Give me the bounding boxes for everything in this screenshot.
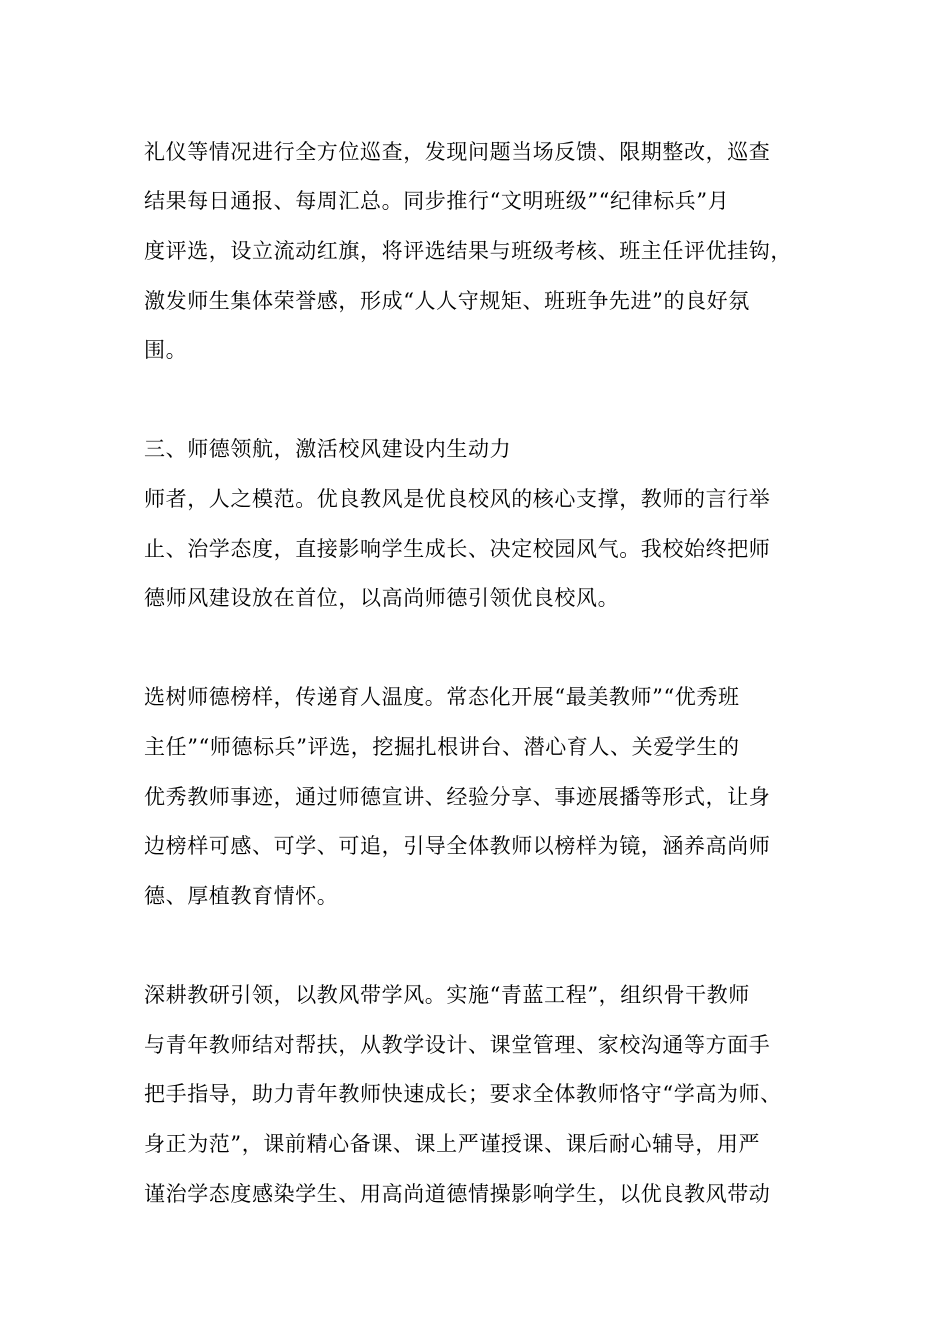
paragraph-4-line-3: 把手指导，助力青年教师快速成长；要求全体教师恪守“学高为师、 <box>144 1082 782 1106</box>
paragraph-2-line-1: 师者，人之模范。优良教风是优良校风的核心支撑，教师的言行举 <box>144 487 771 511</box>
paragraph-3-line-1: 选树师德榜样，传递育人温度。常态化开展“最美教师”“优秀班 <box>144 685 740 709</box>
paragraph-4-line-2: 与青年教师结对帮扶，从教学设计、课堂管理、家校沟通等方面手 <box>144 1033 771 1057</box>
paragraph-1-line-5: 围。 <box>144 338 188 362</box>
paragraph-2-line-2: 止、治学态度，直接影响学生成长、决定校园风气。我校始终把师 <box>144 537 771 561</box>
paragraph-2-line-3: 德师风建设放在首位，以高尚师德引领优良校风。 <box>144 586 620 610</box>
paragraph-4-line-1: 深耕教研引领，以教风带学风。实施“青蓝工程”，组织骨干教师 <box>144 983 750 1007</box>
paragraph-3-line-3: 优秀教师事迹，通过师德宣讲、经验分享、事迹展播等形式，让身 <box>144 785 771 809</box>
paragraph-1-line-1: 礼仪等情况进行全方位巡查，发现问题当场反馈、限期整改，巡查 <box>144 140 771 164</box>
paragraph-1-line-2: 结果每日通报、每周汇总。同步推行“文明班级”“纪律标兵”月 <box>144 189 730 213</box>
paragraph-3-line-5: 德、厚植教育情怀。 <box>144 884 339 908</box>
paragraph-3-line-4: 边榜样可感、可学、可追，引导全体教师以榜样为镜，涵养高尚师 <box>144 834 771 858</box>
paragraph-4-line-4: 身正为范”，课前精心备课、课上严谨授课、课后耐心辅导，用严 <box>144 1132 761 1156</box>
paragraph-1-line-3: 度评选，设立流动红旗，将评选结果与班级考核、班主任评优挂钩， <box>144 239 792 263</box>
section-heading: 三、师德领航，激活校风建设内生动力 <box>144 437 512 461</box>
paragraph-3-line-2: 主任”“师德标兵”评选，挖掘扎根讲台、潜心育人、关爱学生的 <box>144 735 740 759</box>
paragraph-1-line-4: 激发师生集体荣誉感，形成“人人守规矩、班班争先进”的良好氛 <box>144 289 750 313</box>
paragraph-4-line-5: 谨治学态度感染学生、用高尚道德情操影响学生，以优良教风带动 <box>144 1182 771 1206</box>
